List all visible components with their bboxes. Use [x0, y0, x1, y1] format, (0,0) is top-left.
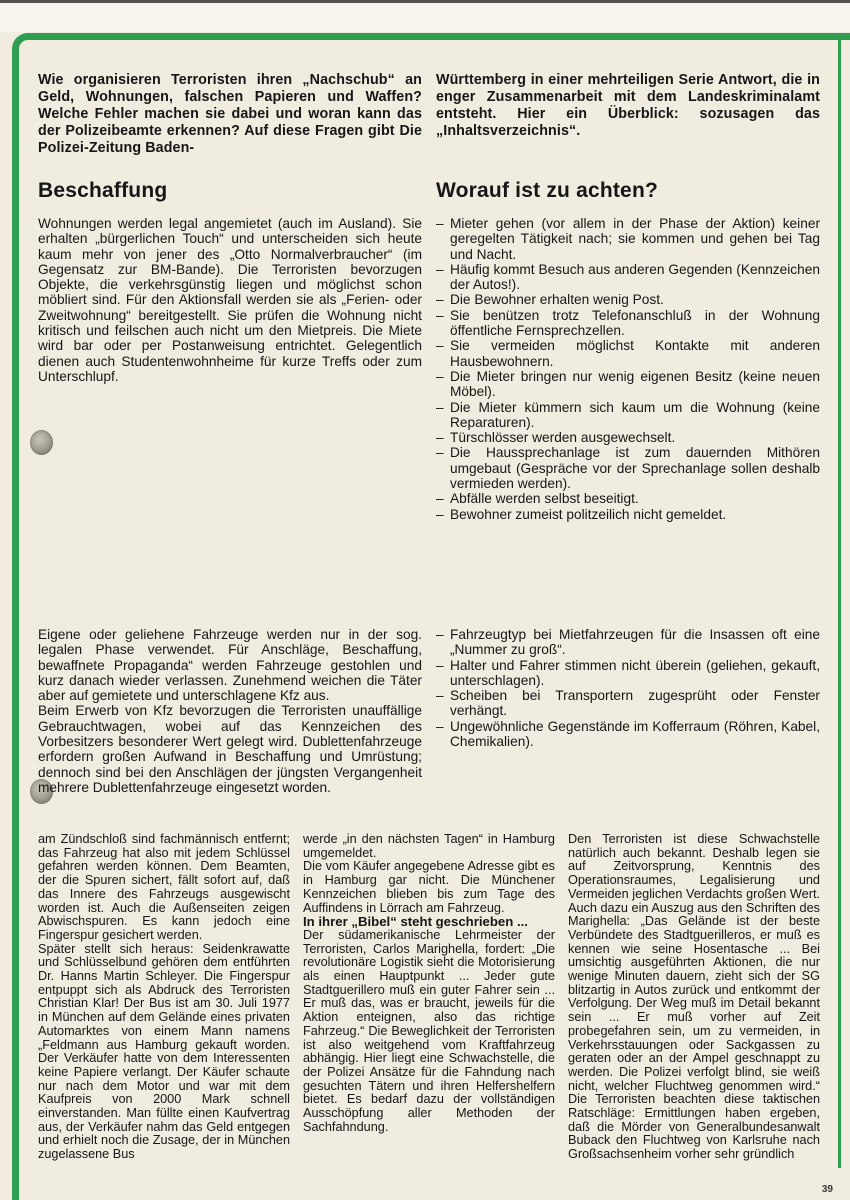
bottom-column-1-paragraph: am Zündschloß sind fachmännisch entfernt; das Fahrzeug hat also mit jedem Schlüssel gefahren werden können. Dem Beamten, der die Spuren sichert, fällt sofort auf, daß das Innere des Fahrzeugs ausgewischt worden ist. Auch die Außenseiten zeigen Abwischspuren. Es kann jedoch eine Fingerspur gesichert werden. — [38, 832, 290, 942]
checklist-item: – Ungewöhnliche Gegenstände im Kofferraum (Röhren, Kabel, Chemikalien). — [436, 719, 820, 750]
page-number: 39 — [821, 1184, 833, 1195]
bottom-column-1-paragraph: Später stellt sich heraus: Seidenkrawatte und Schlüsselbund gehören dem entführten Dr. Hanns Martin Schleyer. Die Fingerspur entpuppt sich als Abdruck des Terroristen Christian Klar! Der Bus ist am 30. Juli 1977 in München auf dem Gelände eines privaten Automarktes von einem Mann namens „Feldmann aus Hamburg gekauft worden. Der Verkäufer hatte von dem Interessenten keine Papiere verlangt. Der Käufer schaute nur nach dem Motor und war mit dem Kaufpreis von 2000 Mark schnell einverstanden. Man füllte einen Kaufvertrag aus, der Verkäufer nahm das Geld entgegen und erhielt noch die Zusage, der in München zugelassene Bus — [38, 941, 290, 1162]
lower-three-column-section — [38, 833, 820, 1162]
bottom-column-3-paragraph: Den Terroristen ist diese Schwachstelle natürlich auch bekannt. Deshalb legen sie auf Zeitvorsprung, Kenntnis des Operationsraumes, Legalisierung und Vermeiden jeglichen Verdachts großen Wert. Auch dazu ein Auszug aus den Schriften des Marighella: „Das Gelände ist der beste Verbündete des Stadtguerilleros, er muß es kennen wie seine Hosentasche ... Bei umsichtig ausgeführten Aktionen, die nur wenige Minuten dauern, zieht sich der SG blitzartig in Autos zurück und entkommt der Verfolgung. Der Weg muß im Detail bekannt sein ... Er muß vorher auf Zeit probegefahren sein, um zu vermeiden, in Verkehrsstauungen oder Sackgassen zu geraten oder an der Ampel geschnappt zu werden. Die Polizei verfolgt blind, sie weiß nicht, welcher Fluchtweg genommen wird.“ Die Terroristen beachten diese taktischen Ratschläge: Ermittlungen haben ergeben, daß die Mörder von Generalbundesanwalt Buback den Fluchtweg von Karlsruhe nach Großsachsenheim vorher sehr gründlich — [568, 832, 820, 1162]
heading-beschaffung: Beschaffung — [38, 179, 168, 202]
checklist-item: – Die Mieter bringen nur wenig eigenen Besitz (keine neuen Möbel). — [436, 369, 820, 400]
checklist-item: – Türschlösser werden ausgewechselt. — [436, 430, 820, 445]
checklist-item: – Fahrzeugtyp bei Mietfahrzeugen für die Insassen oft eine „Nummer zu groß“. — [436, 627, 820, 658]
green-frame-right-rule — [838, 40, 841, 1168]
page-top-margin — [0, 3, 850, 32]
beschaffung-column — [38, 179, 422, 522]
beschaffung-paragraph-1: Wohnungen werden legal angemietet (auch im Ausland). Sie erhalten „bürgerlichen Touch“ und unterscheiden sich heute kaum mehr von jener des „Otto Normalverbraucher“ (im Gegensatz zur BM-Bande). Die Terroristen bevorzugen Objekte, die verkehrsgünstig liegen und möglichst schon möbliert sind. Für den Aktionsfall werden sie als „Ferien- oder Zweitwohnung“ bereitgestellt. Sie prüfen die Wohnung nicht kritisch und feilschen auch nicht um den Mietpreis. Die Miete wird bar oder per Postanweisung entrichtet. Gelegentlich dienen auch Studentenwohnheime für kurze Treffs oder zum Unterschlupf. — [38, 216, 422, 384]
checklist-item: – Die Mieter kümmern sich kaum um die Wohnung (keine Reparaturen). — [436, 400, 820, 431]
fahrzeuge-paragraph-1: Eigene oder geliehene Fahrzeuge werden nur in der sog. legalen Phase verwendet. Für Anschläge, Beschaffung, bewaffnete Propaganda“ werden Fahrzeuge gestohlen und kurz danach wieder verlassen. Zunehmend weichen die Täter aber auf gemietete und unterschlagene Kfz aus. — [38, 627, 422, 704]
bottom-column-2-paragraph: werde „in den nächsten Tagen“ in Hamburg umgemeldet. — [303, 832, 555, 860]
bottom-column-2 — [303, 833, 555, 1162]
upper-content — [38, 72, 820, 795]
bottom-column-1 — [38, 833, 290, 1162]
checklist-item: – Bewohner zumeist politzeilich nicht gemeldet. — [436, 507, 820, 522]
checklist-item: – Mieter gehen (vor allem in der Phase der Aktion) keiner geregelten Tätigkeit nach; sie kommen und gehen bei Tag und Nacht. — [436, 216, 820, 262]
bottom-column-2-paragraph: Der südamerikanische Lehrmeister der Terroristen, Carlos Marighella, fordert: „Die revolutionäre Logistik sieht die Motorisierung als einen Hauptpunkt ... Jeder gute Stadtguerillero muß ein guter Fahrer sein ... Er muß das, was er braucht, jeweils für die Aktion enteignen, also das richtige Fahrzeug.“ Die Beweglichkeit der Terroristen ist also weitgehend vom Kraftfahrzeug abhängig. Hier liegt eine Schwachstelle, die der Polizei Ansätze für die Fahndung nach gesuchten Tätern und ihren Helfershelfern bietet. Es bedarf dazu der vollständigen Ausschöpfung aller Methoden der Sachfahndung. — [303, 927, 555, 1134]
checklist-item: – Häufig kommt Besuch aus anderen Gegenden (Kennzeichen der Autos!). — [436, 262, 820, 293]
checklist-item: – Scheiben bei Transportern zugesprüht oder Fenster verhängt. — [436, 688, 820, 719]
checklist-item: – Sie vermeiden möglichst Kontakte mit anderen Hausbewohnern. — [436, 338, 820, 369]
intro-teaser — [38, 72, 820, 157]
intro-teaser-left: Wie organisieren Terroristen ihren „Nachschub“ an Geld, Wohnungen, falschen Papieren und Waffen? Welche Fehler machen sie dabei und woran kann das der Polizeibeamte erkennen? Auf diese Fragen gibt Die Polizei-Zeitung Baden- — [38, 72, 422, 156]
fahrzeuge-paragraphs — [38, 627, 422, 795]
bottom-column-2-paragraph: Die vom Käufer angegebene Adresse gibt es in Hamburg gar nicht. Die Münchener Kennzeichen blieben bis zum Tage des Auffindens in Lörrach am Fahrzeug. — [303, 859, 555, 915]
fahrzeuge-paragraph-2: Beim Erwerb von Kfz bevorzugen die Terroristen unauffällige Gebrauchtwagen, wobei auf das Kennzeichen des Vorbesitzers besonderer Wert gelegt wird. Dublettenfahrzeuge erfordern großen Aufwand in Beschaffung und Umrüstung; dennoch sind bei den Anschlägen der jüngsten Vergangenheit mehrere Dublettenfahrzeuge eingesetzt worden. — [38, 703, 422, 795]
checklist-item: – Abfälle werden selbst beseitigt. — [436, 491, 820, 506]
bottom-column-3 — [568, 833, 820, 1162]
checklist-fahrzeuge — [436, 627, 820, 749]
worauf-column — [436, 179, 820, 522]
intro-teaser-right: Württemberg in einer mehrteiligen Serie Antwort, die in enger Zusammenarbeit mit dem Landeskriminalamt entsteht. Hier ein Überblick: sozusagen das „Inhaltsverzeichnis“. — [436, 72, 820, 139]
subheading-bibel: In ihrer „Bibel“ steht geschrieben ... — [303, 914, 528, 930]
bottom-column-2-bottom — [303, 929, 555, 1135]
checklist-item: – Sie benützen trotz Telefonanschluß in der Wohnung öffentliche Fernsprechzellen. — [436, 308, 820, 339]
checklist-wohnungen — [436, 216, 820, 522]
two-column-section — [38, 179, 820, 795]
heading-worauf-ist-zu-achten: Worauf ist zu achten? — [436, 179, 658, 202]
bottom-column-2-top — [303, 833, 555, 915]
checklist-item: – Die Bewohner erhalten wenig Post. — [436, 292, 820, 307]
checklist-item: – Halter und Fahrer stimmen nicht überein (geliehen, gekauft, unterschlagen). — [436, 658, 820, 689]
checklist-item: – Die Haussprechanlage ist zum dauernden Mithören umgebaut (Gespräche vor der Sprechanlage sollen deshalb vermieden werden). — [436, 445, 820, 491]
